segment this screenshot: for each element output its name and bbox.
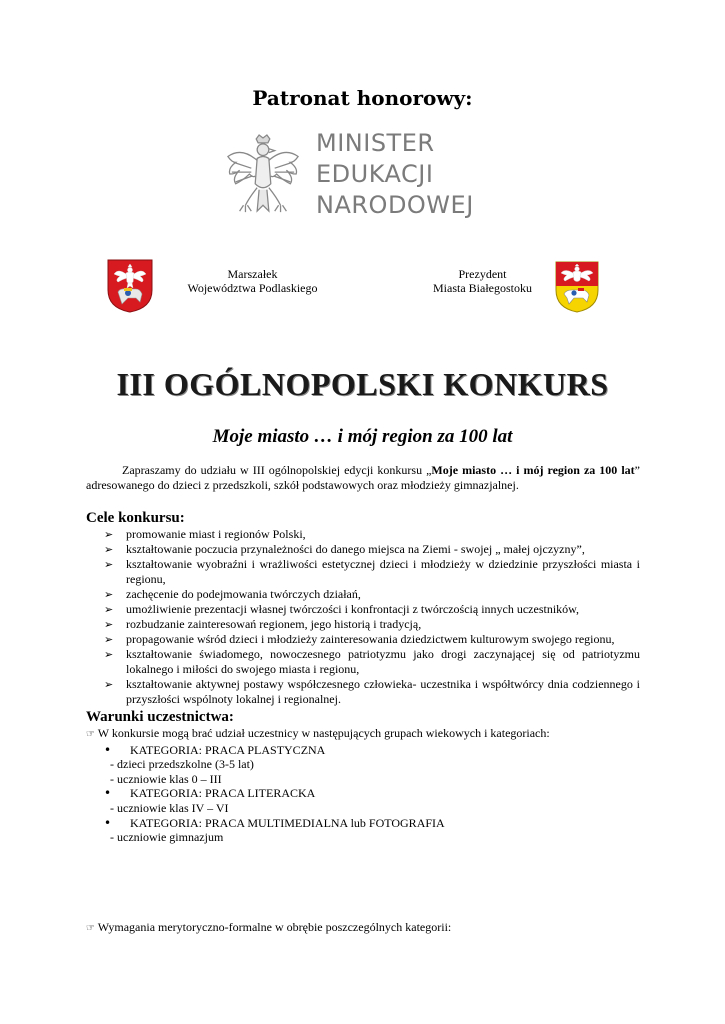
goal-item xyxy=(104,587,640,602)
goal-text: umożliwienie prezentacji własnej twórczości i konfrontacji z twórczością innych uczestników, xyxy=(126,602,580,616)
bullet-icon: • xyxy=(104,786,112,801)
office-prezydent xyxy=(410,267,555,295)
goal-item xyxy=(104,527,640,542)
arrow-bullet-icon: ➢ xyxy=(104,618,114,631)
office-line: Prezydent xyxy=(458,267,507,281)
arrow-bullet-icon: ➢ xyxy=(104,603,114,616)
arrow-bullet-icon: ➢ xyxy=(104,528,114,541)
category-name: KATEGORIA: PRACA PLASTYCZNA xyxy=(130,742,326,757)
intro-paragraph xyxy=(86,463,640,493)
goal-text: kształtowanie świadomego, nowoczesnego patriotyzmu jako drogi zaczynającej się od patriotyzmu lokalnego i miłości do swojego miasta i regionu, xyxy=(126,647,640,676)
minister-logo-text xyxy=(316,128,474,221)
minister-line: MINISTER xyxy=(316,129,435,157)
goals-list xyxy=(104,527,640,707)
category-item xyxy=(86,743,640,758)
arrow-bullet-icon: ➢ xyxy=(104,678,114,691)
goal-text: kształtowanie aktywnej postawy współczesnego człowieka- uczestnika i współtwórcy dnia codziennego i przyszłości wspólnoty lokalnej i regionalnej. xyxy=(126,677,640,706)
goal-text: rozbudzanie zainteresowań regionem, jego historią i tradycją, xyxy=(126,617,422,631)
goal-item xyxy=(104,677,640,707)
intro-text: ” adresowanego do dzieci z przedszkoli, szkół podstawowych oraz młodzieży gimnazjalnej. xyxy=(86,463,640,492)
age-group: - dzieci przedszkolne (3-5 lat) xyxy=(110,757,254,772)
podlaskie-coat-of-arms-icon xyxy=(106,258,154,314)
age-group: - uczniowie klas IV – VI xyxy=(110,800,229,815)
office-line: Miasta Białegostoku xyxy=(433,281,532,295)
goal-text: kształtowanie poczucia przynależności do danego miejsca na Ziemi - swojej „ małej ojczyzny”, xyxy=(126,542,585,556)
goal-text: promowanie miast i regionów Polski, xyxy=(126,527,306,541)
goal-item xyxy=(104,602,640,617)
category-name: KATEGORIA: PRACA MULTIMEDIALNA lub FOTOGRAFIA xyxy=(130,815,445,830)
minister-line: NARODOWEJ xyxy=(316,191,474,219)
category-name: KATEGORIA: PRACA LITERACKA xyxy=(130,786,316,801)
intro-bold: Moje miasto … i mój region za 100 lat xyxy=(431,463,635,477)
arrow-bullet-icon: ➢ xyxy=(104,543,114,556)
bialystok-coat-of-arms-icon xyxy=(554,260,600,314)
conditions-section xyxy=(86,726,640,845)
category-item xyxy=(86,816,640,831)
conditions-intro-text: W konkursie mogą brać udział uczestnicy w następujących grupach wiekowych i kategoriach: xyxy=(97,726,550,740)
arrow-bullet-icon: ➢ xyxy=(104,558,114,571)
goal-item xyxy=(104,557,640,587)
age-group: - uczniowie klas 0 – III xyxy=(110,771,222,786)
bullet-icon: • xyxy=(104,815,112,830)
conditions-heading: Warunki uczestnictwa: xyxy=(86,709,234,725)
office-line: Województwa Podlaskiego xyxy=(187,281,318,295)
goal-text: kształtowanie wyobraźni i wrażliwości estetycznej dzieci i młodzieży w dziedzinie przyszłości miasta i regionu, xyxy=(126,557,640,586)
age-group: - uczniowie gimnazjum xyxy=(110,830,224,845)
goal-item xyxy=(104,542,640,557)
pointing-hand-icon: ☞ xyxy=(86,729,95,740)
office-marszalek xyxy=(170,267,335,295)
requirements-line xyxy=(86,920,451,935)
goal-item xyxy=(104,647,640,677)
category-item xyxy=(86,786,640,801)
intro-text: Zapraszamy do udziału w III ogólnopolskiej edycji konkursu „ xyxy=(122,463,432,477)
goals-heading: Cele konkursu: xyxy=(86,510,185,526)
arrow-bullet-icon: ➢ xyxy=(104,648,114,661)
contest-title: III OGÓLNOPOLSKI KONKURS xyxy=(116,366,609,402)
goal-item xyxy=(104,617,640,632)
patronat-heading: Patronat honorowy: xyxy=(252,86,473,110)
contest-subtitle: Moje miasto … i mój region za 100 lat xyxy=(212,426,513,447)
goal-item xyxy=(104,632,640,647)
goal-text: zachęcenie do podejmowania twórczych działań, xyxy=(126,587,361,601)
office-line: Marszałek xyxy=(227,267,278,281)
minister-line: EDUKACJI xyxy=(316,160,434,188)
pointing-hand-icon: ☞ xyxy=(86,923,95,934)
conditions-intro xyxy=(86,726,640,743)
requirements-text: Wymagania merytoryczno-formalne w obrębie poszczególnych kategorii: xyxy=(97,920,452,934)
arrow-bullet-icon: ➢ xyxy=(104,633,114,646)
arrow-bullet-icon: ➢ xyxy=(104,588,114,601)
bullet-icon: • xyxy=(104,742,112,757)
eagle-emblem-icon xyxy=(224,133,302,219)
goal-text: propagowanie wśród dzieci i młodzieży zainteresowania dziedzictwem kulturowym swojego regionu, xyxy=(126,632,615,646)
